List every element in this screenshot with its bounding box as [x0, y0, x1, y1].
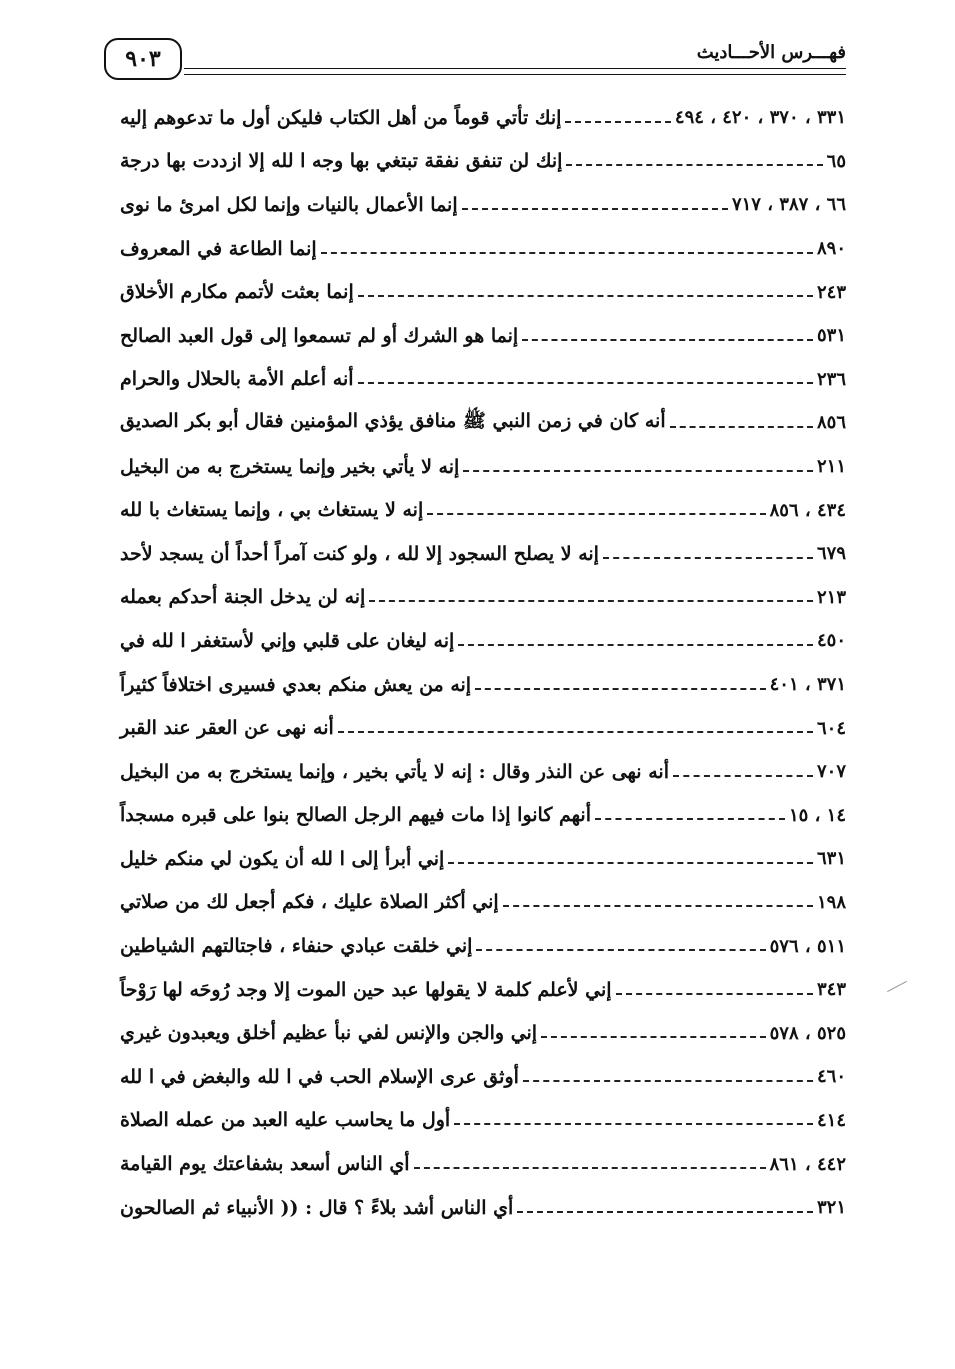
header-rule — [184, 68, 846, 69]
index-entry — [118, 1011, 846, 1055]
hadith-text: إنه لا يأتي بخير وإنما يستخرج به من البخيل — [120, 455, 460, 478]
dotted-leader — [565, 121, 670, 123]
dotted-leader — [603, 557, 813, 559]
index-entry — [118, 576, 846, 620]
page-references: ٣٢١ — [816, 1197, 846, 1219]
dotted-leader — [503, 905, 813, 907]
dotted-leader — [475, 688, 766, 690]
dotted-leader — [463, 470, 813, 472]
page-header — [104, 38, 846, 82]
dotted-leader — [358, 382, 813, 384]
page-references: ٦٧٩ — [816, 543, 846, 565]
hadith-text: أي الناس أشد بلاءً ؟ قال : (( الأنبياء ثم الصالحون — [120, 1196, 514, 1219]
index-entry — [118, 794, 846, 838]
hadith-text: إني لأعلم كلمة لا يقولها عبد حين الموت إلا وجد رُوحَه لها رَوْحاً — [120, 978, 612, 1001]
hadith-text: أوثق عرى الإسلام الحب في ا لله والبغض في ا لله — [120, 1065, 519, 1088]
dotted-leader — [673, 775, 813, 777]
index-entry — [118, 358, 846, 402]
index-entry — [118, 1142, 846, 1186]
hadith-text: إنه لا يصلح السجود إلا لله ، ولو كنت آمراً أحداً أن يسجد لأحد — [120, 542, 599, 565]
hadith-text: إنه ليغان على قلبي وإني لأستغفر ا لله في — [120, 629, 455, 652]
hadith-text: إنك لن تنفق نفقة تبتغي بها وجه ا لله إلا ازددت بها درجة — [120, 150, 563, 173]
dotted-leader — [358, 295, 813, 297]
hadith-text: إنه لا يستغاث بي ، وإنما يستغاث با لله — [120, 499, 424, 522]
index-entry — [118, 532, 846, 576]
index-entry — [118, 140, 846, 184]
hadith-text: إني والجن والإنس لفي نبأ عظيم أخلق ويعبدون غيري — [120, 1022, 538, 1045]
dotted-leader — [476, 949, 765, 951]
index-entry — [118, 183, 846, 227]
hadith-text: أنه أعلم الأمة بالحلال والحرام — [120, 368, 354, 391]
index-entry — [118, 1055, 846, 1099]
index-entry — [118, 401, 846, 445]
hadith-text: إنه من يعش منكم بعدي فسيرى اختلافاً كثيراً — [120, 673, 472, 696]
page-references: ٢١٣ — [816, 586, 846, 608]
hadith-text: أنه نهى عن العقر عند القبر — [120, 717, 334, 740]
dotted-leader — [427, 513, 765, 515]
page-references: ٢٣٦ — [816, 368, 846, 390]
index-entry — [118, 706, 846, 750]
page-references: ٥٣١ — [816, 325, 846, 347]
page-references: ٢٤٣ — [816, 281, 846, 303]
index-entry — [118, 881, 846, 925]
index-entry — [118, 837, 846, 881]
dotted-leader — [462, 208, 728, 210]
dotted-leader — [448, 862, 813, 864]
index-entry — [118, 488, 846, 532]
dotted-leader — [338, 731, 813, 733]
dotted-leader — [458, 644, 813, 646]
dotted-leader — [522, 339, 813, 341]
page-references: ٨٥٦ — [816, 412, 846, 434]
page-references: ٥١١ ، ٥٧٦ — [769, 935, 846, 957]
page-references: ٨٩٠ — [816, 238, 846, 260]
index-entry — [118, 924, 846, 968]
hadith-text: إنما بعثت لأتمم مكارم الأخلاق — [120, 281, 354, 304]
hadith-text: إني خلقت عبادي حنفاء ، فاجتالتهم الشياطين — [120, 935, 473, 958]
page-references: ١٤ ، ١٥ — [788, 804, 846, 826]
hadith-text: إني أكثر الصلاة عليك ، فكم أجعل لك من صلاتي — [120, 891, 499, 914]
margin-mark — [887, 981, 907, 992]
page-title: فهـــرس الأحـــاديث — [687, 42, 846, 63]
hadith-text: إنما الأعمال بالنيات وإنما لكل امرئ ما نوى — [120, 193, 458, 216]
page-references: ٤١٤ — [816, 1109, 846, 1131]
page-references: ٦٠٤ — [816, 717, 846, 739]
page-references: ٦٦ ، ٣٨٧ ، ٧١٧ — [731, 194, 846, 216]
hadith-text: إني أبرأ إلى ا لله أن يكون لي منكم خليل — [120, 847, 445, 870]
index-entry — [118, 227, 846, 271]
dotted-leader — [670, 426, 813, 428]
page-references: ٤٦٠ — [816, 1066, 846, 1088]
hadith-text: إنما هو الشرك أو لم تسمعوا إلى قول العبد الصالح — [120, 324, 519, 347]
hadith-index-list — [118, 96, 846, 1229]
dotted-leader — [616, 993, 813, 995]
page-references: ٥٢٥ ، ٥٧٨ — [769, 1022, 846, 1044]
dotted-leader — [414, 1167, 766, 1169]
header-rule-secondary — [184, 74, 846, 75]
index-entry — [118, 968, 846, 1012]
page-references: ٣٣١ ، ٣٧٠ ، ٤٢٠ ، ٤٩٤ — [674, 107, 846, 129]
dotted-leader — [541, 1036, 766, 1038]
dotted-leader — [454, 1123, 813, 1125]
page-references: ٤٤٢ ، ٨٦١ — [769, 1153, 846, 1175]
page-references: ٦٣١ — [816, 848, 846, 870]
page-references: ٣٧١ ، ٤٠١ — [769, 674, 846, 696]
index-entry — [118, 96, 846, 140]
hadith-text: إنك تأتي قوماً من أهل الكتاب فليكن أول ما تدعوهم إليه — [120, 106, 562, 129]
hadith-text: أنه نهى عن النذر وقال : إنه لا يأتي بخير ، وإنما يستخرج به من البخيل — [120, 760, 669, 783]
index-entry — [118, 750, 846, 794]
page-references: ٣٤٣ — [816, 979, 846, 1001]
dotted-leader — [321, 252, 813, 254]
index-entry — [118, 314, 846, 358]
dotted-leader — [369, 600, 813, 602]
dotted-leader — [595, 818, 785, 820]
hadith-text: أنه كان في زمن النبي ﷺ منافق يؤذي المؤمنين فقال أبو بكر الصديق — [120, 409, 666, 432]
dotted-leader — [517, 1211, 813, 1213]
page-references: ٢١١ — [816, 456, 846, 478]
dotted-leader — [566, 164, 822, 166]
hadith-text: إنه لن يدخل الجنة أحدكم بعمله — [120, 586, 366, 609]
page-references: ٤٣٤ ، ٨٥٦ — [769, 499, 846, 521]
dotted-leader — [523, 1080, 813, 1082]
index-entry — [118, 1186, 846, 1230]
page-references: ١٩٨ — [816, 891, 846, 913]
page-references: ٧٠٧ — [816, 761, 846, 783]
hadith-text: أي الناس أسعد بشفاعتك يوم القيامة — [120, 1153, 410, 1176]
page-references: ٤٥٠ — [816, 630, 846, 652]
index-entry — [118, 1099, 846, 1143]
index-entry — [118, 270, 846, 314]
hadith-text: أول ما يحاسب عليه العبد من عمله الصلاة — [120, 1109, 451, 1132]
index-entry — [118, 619, 846, 663]
index-entry — [118, 445, 846, 489]
hadith-text: أنهم كانوا إذا مات فيهم الرجل الصالح بنوا على قبره مسجداً — [120, 804, 591, 827]
page-number: ٩٠٣ — [104, 38, 182, 80]
page-references: ٦٥ — [826, 150, 846, 172]
index-entry — [118, 663, 846, 707]
hadith-text: إنما الطاعة في المعروف — [120, 237, 317, 260]
